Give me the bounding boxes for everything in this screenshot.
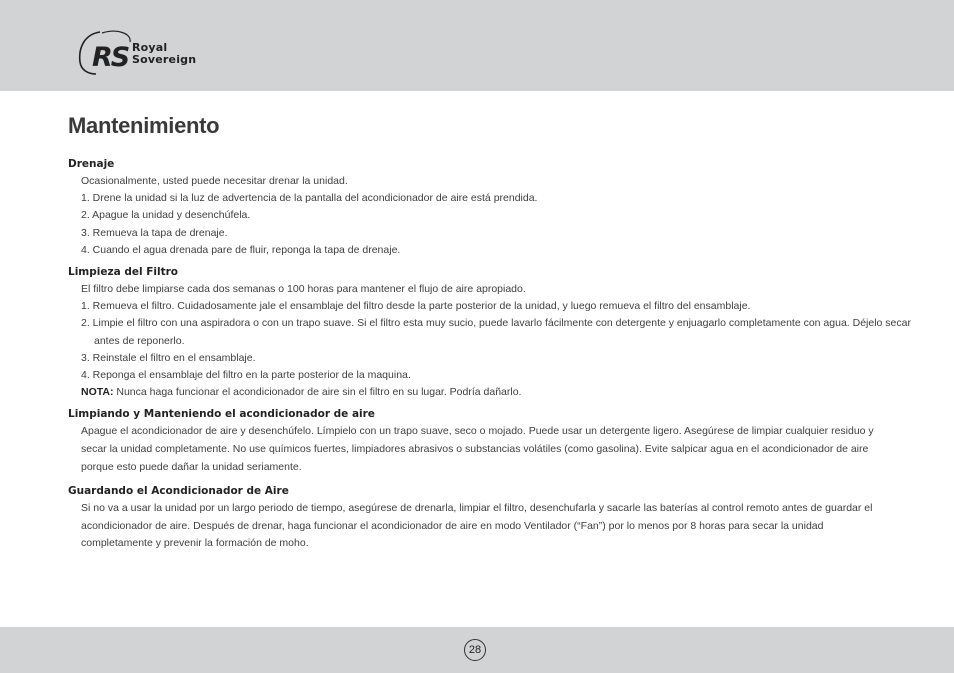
royal-sovereign-logo bbox=[78, 24, 218, 78]
svg-text:RS: RS bbox=[92, 42, 129, 73]
section-line: 2. Apague la unidad y desenchúfela. bbox=[81, 209, 251, 222]
section-paragraph: Apague el acondicionador de aire y desenchúfelo. Límpielo con un trapo suave, seco o mojado. Puede usar un detergente ligero. Asegúrese de limpiar cualquier residuo y secar la unidad completamente. No use químicos fuertes, limpiadores abrasivos o substancias volátiles (como gasolina). Evite salpicar agua en el acondicionador de aire porque esto puede dañar la unidad seriamente. bbox=[81, 425, 874, 474]
section-line: antes de reponerlo. bbox=[94, 334, 185, 347]
section-line: 4. Cuando el agua drenada pare de fluir, reponga la tapa de drenaje. bbox=[81, 243, 401, 256]
section-paragraph: Si no va a usar la unidad por un largo periodo de tiempo, asegúrese de drenarla, limpiar el filtro, desenchufarla y sacarle las baterías al control remoto antes de guardar el acondicionador de aire. Después de drenar, haga funcionar el acondicionador de aire en modo Ventilador (“Fan”) por lo menos por 8 horas para secar la unidad completamente y prevenir la formación de moho. bbox=[81, 501, 873, 550]
section-line: 1. Drene la unidad si la luz de advertencia de la pantalla del acondicionador de aire está prendida. bbox=[81, 192, 538, 205]
main-content bbox=[68, 156, 911, 553]
brand-name bbox=[132, 42, 196, 66]
section-line: Ocasionalmente, usted puede necesitar drenar la unidad. bbox=[81, 175, 348, 187]
page-number-badge: 28 bbox=[464, 639, 486, 661]
section-line: El filtro debe limpiarse cada dos semanas o 100 horas para mantener el flujo de aire apropiado. bbox=[81, 283, 526, 296]
page-header bbox=[0, 0, 954, 91]
section-heading: Limpiando y Manteniendo el acondicionador de aire bbox=[68, 408, 375, 421]
rs-monogram-icon bbox=[78, 24, 134, 78]
note-line bbox=[81, 384, 898, 401]
brand-line-2: Sovereign bbox=[132, 53, 197, 66]
page-title: Mantenimiento bbox=[68, 113, 220, 138]
section-drenaje bbox=[68, 156, 898, 259]
section-line: 4. Reponga el ensamblaje del filtro en la parte posterior de la maquina. bbox=[81, 369, 411, 382]
brand-line-1: Royal bbox=[132, 41, 168, 54]
note-label: NOTA: bbox=[81, 386, 114, 399]
section-line: 3. Remueva la tapa de drenaje. bbox=[81, 226, 228, 239]
section-guardando bbox=[68, 483, 898, 553]
section-line: 3. Reinstale el filtro en el ensamblaje. bbox=[81, 351, 256, 364]
section-limpiando-manteniendo bbox=[68, 406, 898, 476]
section-heading: Drenaje bbox=[68, 158, 115, 170]
section-limpieza-filtro bbox=[68, 264, 911, 401]
section-line: 1. Remueva el filtro. Cuidadosamente jale el ensamblaje del filtro desde la parte posterior de la unidad, y luego remueva el filtro del ensamblaje. bbox=[81, 300, 751, 313]
section-heading: Limpieza del Filtro bbox=[68, 266, 178, 279]
section-heading: Guardando el Acondicionador de Aire bbox=[68, 484, 289, 497]
note-text: Nunca haga funcionar el acondicionador de aire sin el filtro en su lugar. Podría dañarlo. bbox=[113, 386, 522, 399]
section-line: 2. Limpie el filtro con una aspiradora o con un trapo suave. Si el filtro esta muy sucio, puede lavarlo fácilmente con detergente y enjuagarlo completamente con agua. Déjelo secar bbox=[81, 317, 911, 330]
